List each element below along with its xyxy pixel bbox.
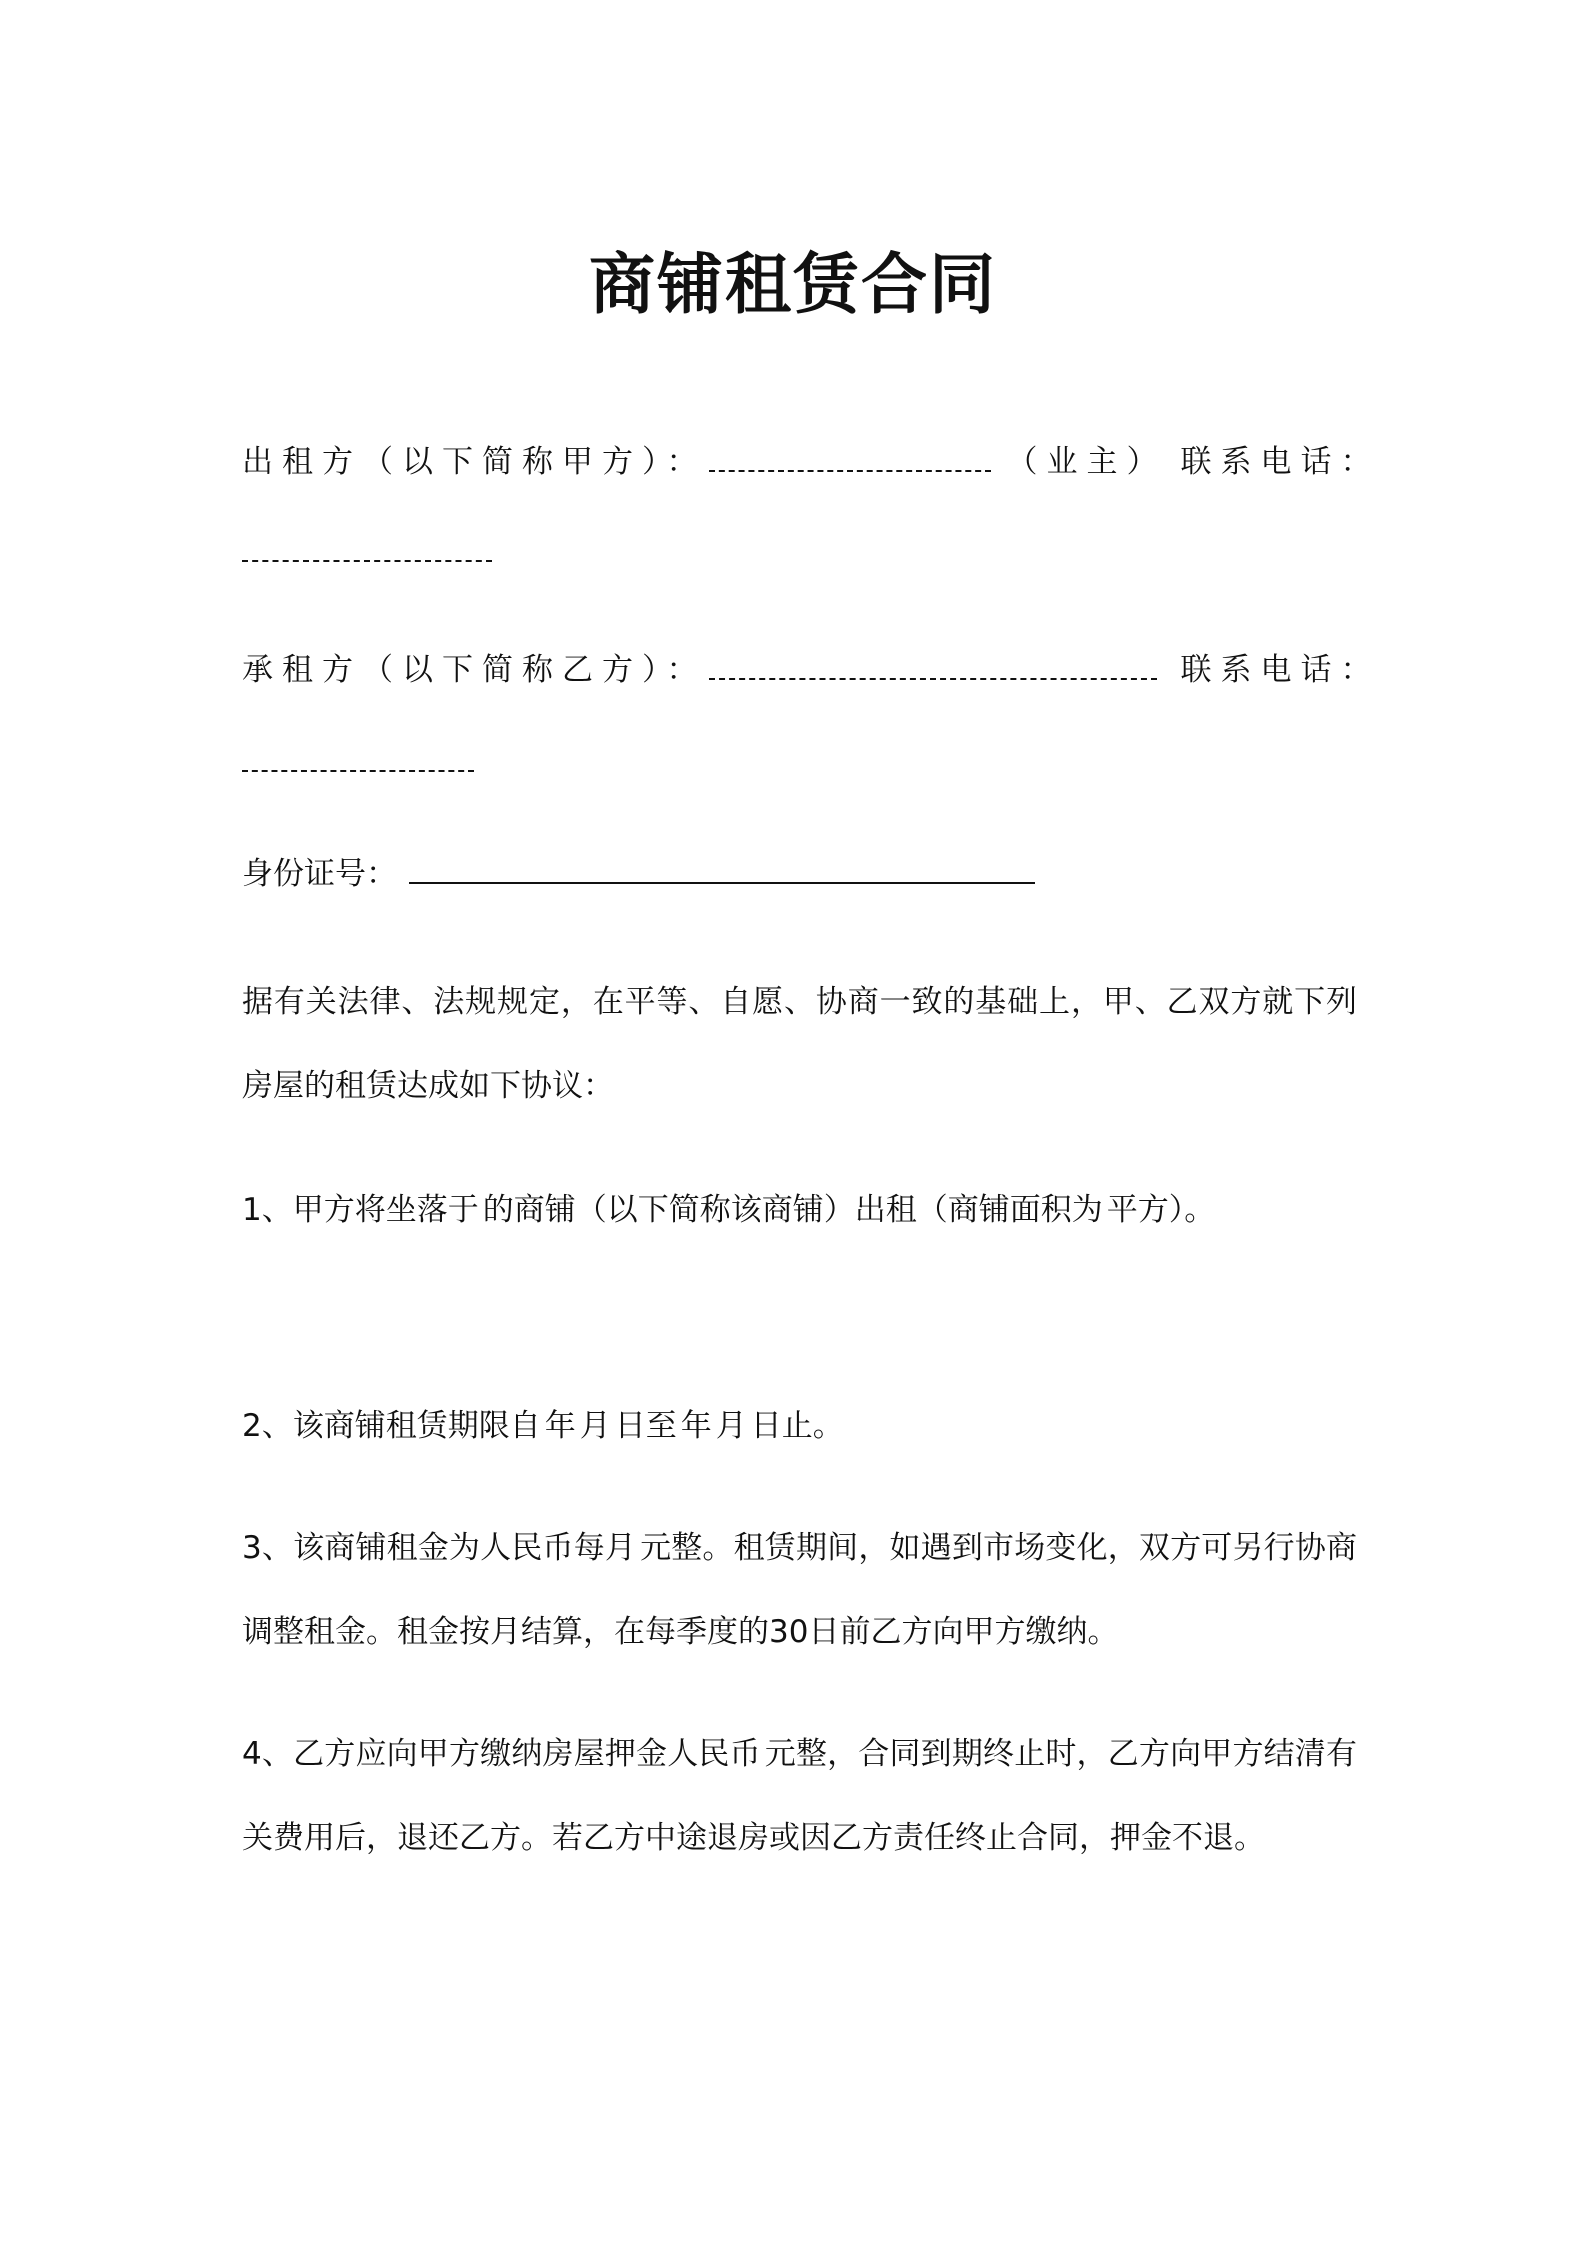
- clause-2-year-2: 年: [680, 1408, 712, 1444]
- clause-4-part-2: 元整，合同到期终止时，乙方向甲方结清有关费用后，退还乙方。若乙方中途退房或因乙方责任终止合同，押金不退。: [242, 1736, 1357, 1856]
- intro-paragraph: 据有关法律、法规规定，在平等、自愿、协商一致的基础上，甲、乙双方就下列房屋的租赁达成如下协议：: [242, 984, 1357, 1104]
- clause-2-year-1: 年: [544, 1408, 576, 1444]
- clause-1-part-1: 1、甲方将坐落于: [242, 1192, 479, 1228]
- clause-2-month-1: 月: [579, 1408, 611, 1444]
- lessee-phone-line: [242, 740, 476, 784]
- clause-2-day-2: 日止。: [750, 1408, 844, 1444]
- clause-3-part-2: 元整。租赁期间，如遇到市场变化，双方可另行协商调整租金。租金按月结算，在每季度的30日前乙方向甲方缴纳。: [242, 1530, 1357, 1650]
- clause-3: [242, 1506, 1357, 1674]
- id-label: 身份证号：: [242, 856, 397, 892]
- clause-1-part-2: 的商铺（以下简称该商铺）出租（商铺面积为: [482, 1192, 1103, 1228]
- clause-3-part-1: 3、该商铺租金为人民币每月: [242, 1530, 637, 1566]
- clause-4: [242, 1712, 1357, 1880]
- lessor-phone-label: 联系电话：: [1180, 444, 1381, 480]
- lessee-name-blank: [709, 648, 1157, 680]
- lessor-name-blank: [709, 440, 991, 472]
- lessee-label: 承租方（以下简称乙方）：: [242, 652, 707, 688]
- id-line: [242, 852, 1037, 896]
- clause-2-month-2: 月: [715, 1408, 747, 1444]
- clause-4-part-1: 4、乙方应向甲方缴纳房屋押金人民币: [242, 1736, 761, 1772]
- lessor-phone-blank: [242, 530, 492, 562]
- document-title: 商铺租赁合同: [589, 246, 997, 323]
- clause-1: [242, 1168, 1357, 1252]
- lessee-phone-label: 联系电话：: [1180, 652, 1381, 688]
- lessee-phone-blank: [242, 740, 474, 772]
- lessor-line: [242, 440, 1381, 484]
- id-number-blank: [409, 852, 1035, 884]
- lessee-line: [242, 648, 1381, 692]
- clause-2-part-1: 2、该商铺租赁期限自: [242, 1408, 541, 1444]
- owner-note: （业主）: [1006, 444, 1167, 480]
- clause-1-part-3: 平方）。: [1106, 1192, 1216, 1228]
- clause-2-day-1: 日至: [614, 1408, 677, 1444]
- clause-2: [242, 1384, 1357, 1468]
- lessor-phone-line: [242, 530, 494, 574]
- lessor-label: 出租方（以下简称甲方）：: [242, 444, 707, 480]
